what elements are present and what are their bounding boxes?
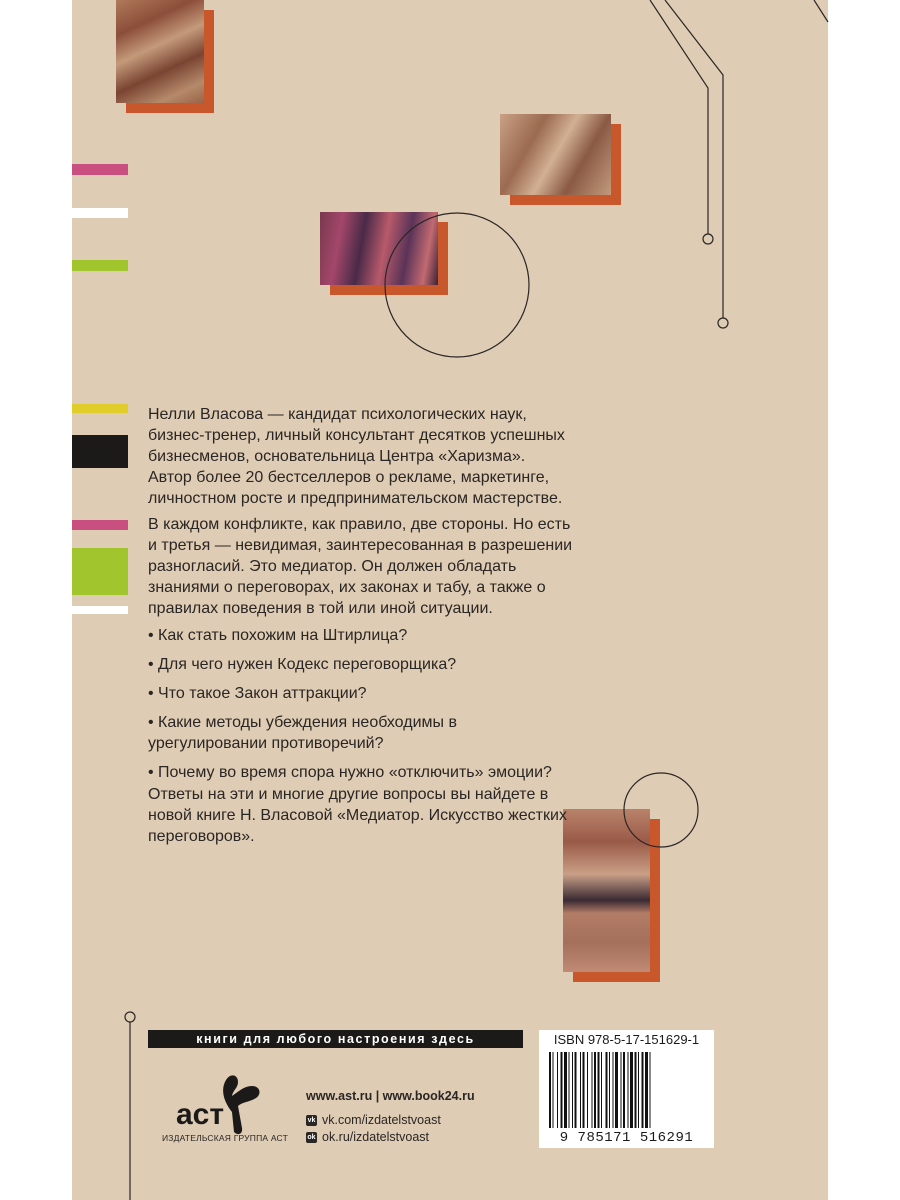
barcode-bar [557, 1052, 558, 1128]
barcode-bar [642, 1052, 644, 1128]
barcode-bar [601, 1052, 602, 1128]
pink-stripe [72, 164, 128, 175]
barcode-bar [592, 1052, 593, 1128]
barcode-bar [580, 1052, 581, 1128]
black-stripe [72, 435, 128, 468]
closing-text: Ответы на эти и многие другие вопросы вы найдете в новой книге Н. Власовой «Медиатор. Искусство жестких переговоров». [148, 786, 567, 845]
book-intro-text: В каждом конфликте, как правило, две стороны. Но есть и третья — невидимая, заинтересованная в разрешении разногласий. Это медиатор. Он должен обладать знаниями о переговорах, их законах и табу, а также о правилах поведения в той или иной ситуации. [148, 516, 573, 617]
book-intro [148, 514, 573, 619]
question-list [148, 625, 573, 783]
barcode-bar [583, 1052, 585, 1128]
barcode-bar [587, 1052, 588, 1128]
barcode-box [539, 1030, 714, 1148]
barcode-bars [549, 1052, 704, 1128]
isbn-number: ISBN 978-5-17-151629-1 [553, 1032, 700, 1047]
author-bio [148, 404, 573, 509]
white-stripe [72, 208, 128, 218]
barcode-bar [621, 1052, 622, 1128]
painting-fragment-purple [320, 212, 438, 285]
publisher-imprint: ИЗДАТЕЛЬСКАЯ ГРУППА АСТ [162, 1133, 288, 1143]
pink-stripe-2 [72, 520, 128, 530]
green-block [72, 548, 128, 595]
barcode-bar [613, 1052, 614, 1128]
barcode-bar [564, 1052, 567, 1128]
barcode-bar [645, 1052, 648, 1128]
barcode-bar [623, 1052, 625, 1128]
barcode-bar [594, 1052, 596, 1128]
vk-icon: vk [307, 1116, 316, 1124]
barcode-digits: 9 785171 516291 [559, 1130, 694, 1146]
ok-link-text: ok.ru/izdatelstvoast [322, 1130, 429, 1144]
barcode-bar [561, 1052, 563, 1128]
barcode-bar [650, 1052, 651, 1128]
painting-fragment-eye [563, 809, 650, 972]
question-item: • Как стать похожим на Штирлица? [148, 627, 408, 644]
painting-fragment-right [500, 114, 611, 195]
ok-icon: ok [307, 1133, 316, 1141]
question-item: • Для чего нужен Кодекс переговорщика? [148, 656, 457, 673]
closing-paragraph [148, 784, 573, 847]
author-bio-text: Нелли Власова — кандидат психологических наук, бизнес-тренер, личный консультант десятков успешных бизнесменов, основательница Центра «Харизма». Автор более 20 бестселлеров о рекламе, маркетинге, личностном росте и предпринимательском мастерстве. [148, 406, 565, 507]
barcode-bar [609, 1052, 610, 1128]
barcode-bar [598, 1052, 600, 1128]
barcode-bar [569, 1052, 570, 1128]
painting-fragment-top [116, 0, 204, 103]
vk-link-text: vk.com/izdatelstvoast [322, 1113, 441, 1127]
white-stripe-2 [72, 606, 128, 614]
green-stripe [72, 260, 128, 271]
logo-wordmark: аст [176, 1098, 225, 1131]
vk-link[interactable] [306, 1113, 441, 1127]
barcode-bar [572, 1052, 573, 1128]
ok-link[interactable] [306, 1130, 429, 1144]
barcode-bar [553, 1052, 554, 1128]
barcode-bar [635, 1052, 637, 1128]
tagline-bar: книги для любого настроения здесь [148, 1030, 523, 1048]
question-item: • Что такое Закон аттракции? [148, 685, 367, 702]
barcode-bar [630, 1052, 633, 1128]
barcode-bar [615, 1052, 618, 1128]
barcode-bar [549, 1052, 551, 1128]
question-item: • Почему во время спора нужно «отключить» эмоции? [148, 764, 552, 781]
barcode-bar [606, 1052, 608, 1128]
yellow-stripe [72, 404, 128, 413]
ast-logo [162, 1062, 282, 1144]
barcode-bar [638, 1052, 639, 1128]
publisher-websites[interactable]: www.ast.ru | www.book24.ru [306, 1089, 475, 1103]
barcode-bar [575, 1052, 577, 1128]
barcode-bar [628, 1052, 629, 1128]
question-item: • Какие методы убеждения необходимы в урегулировании противоречий? [148, 714, 457, 752]
